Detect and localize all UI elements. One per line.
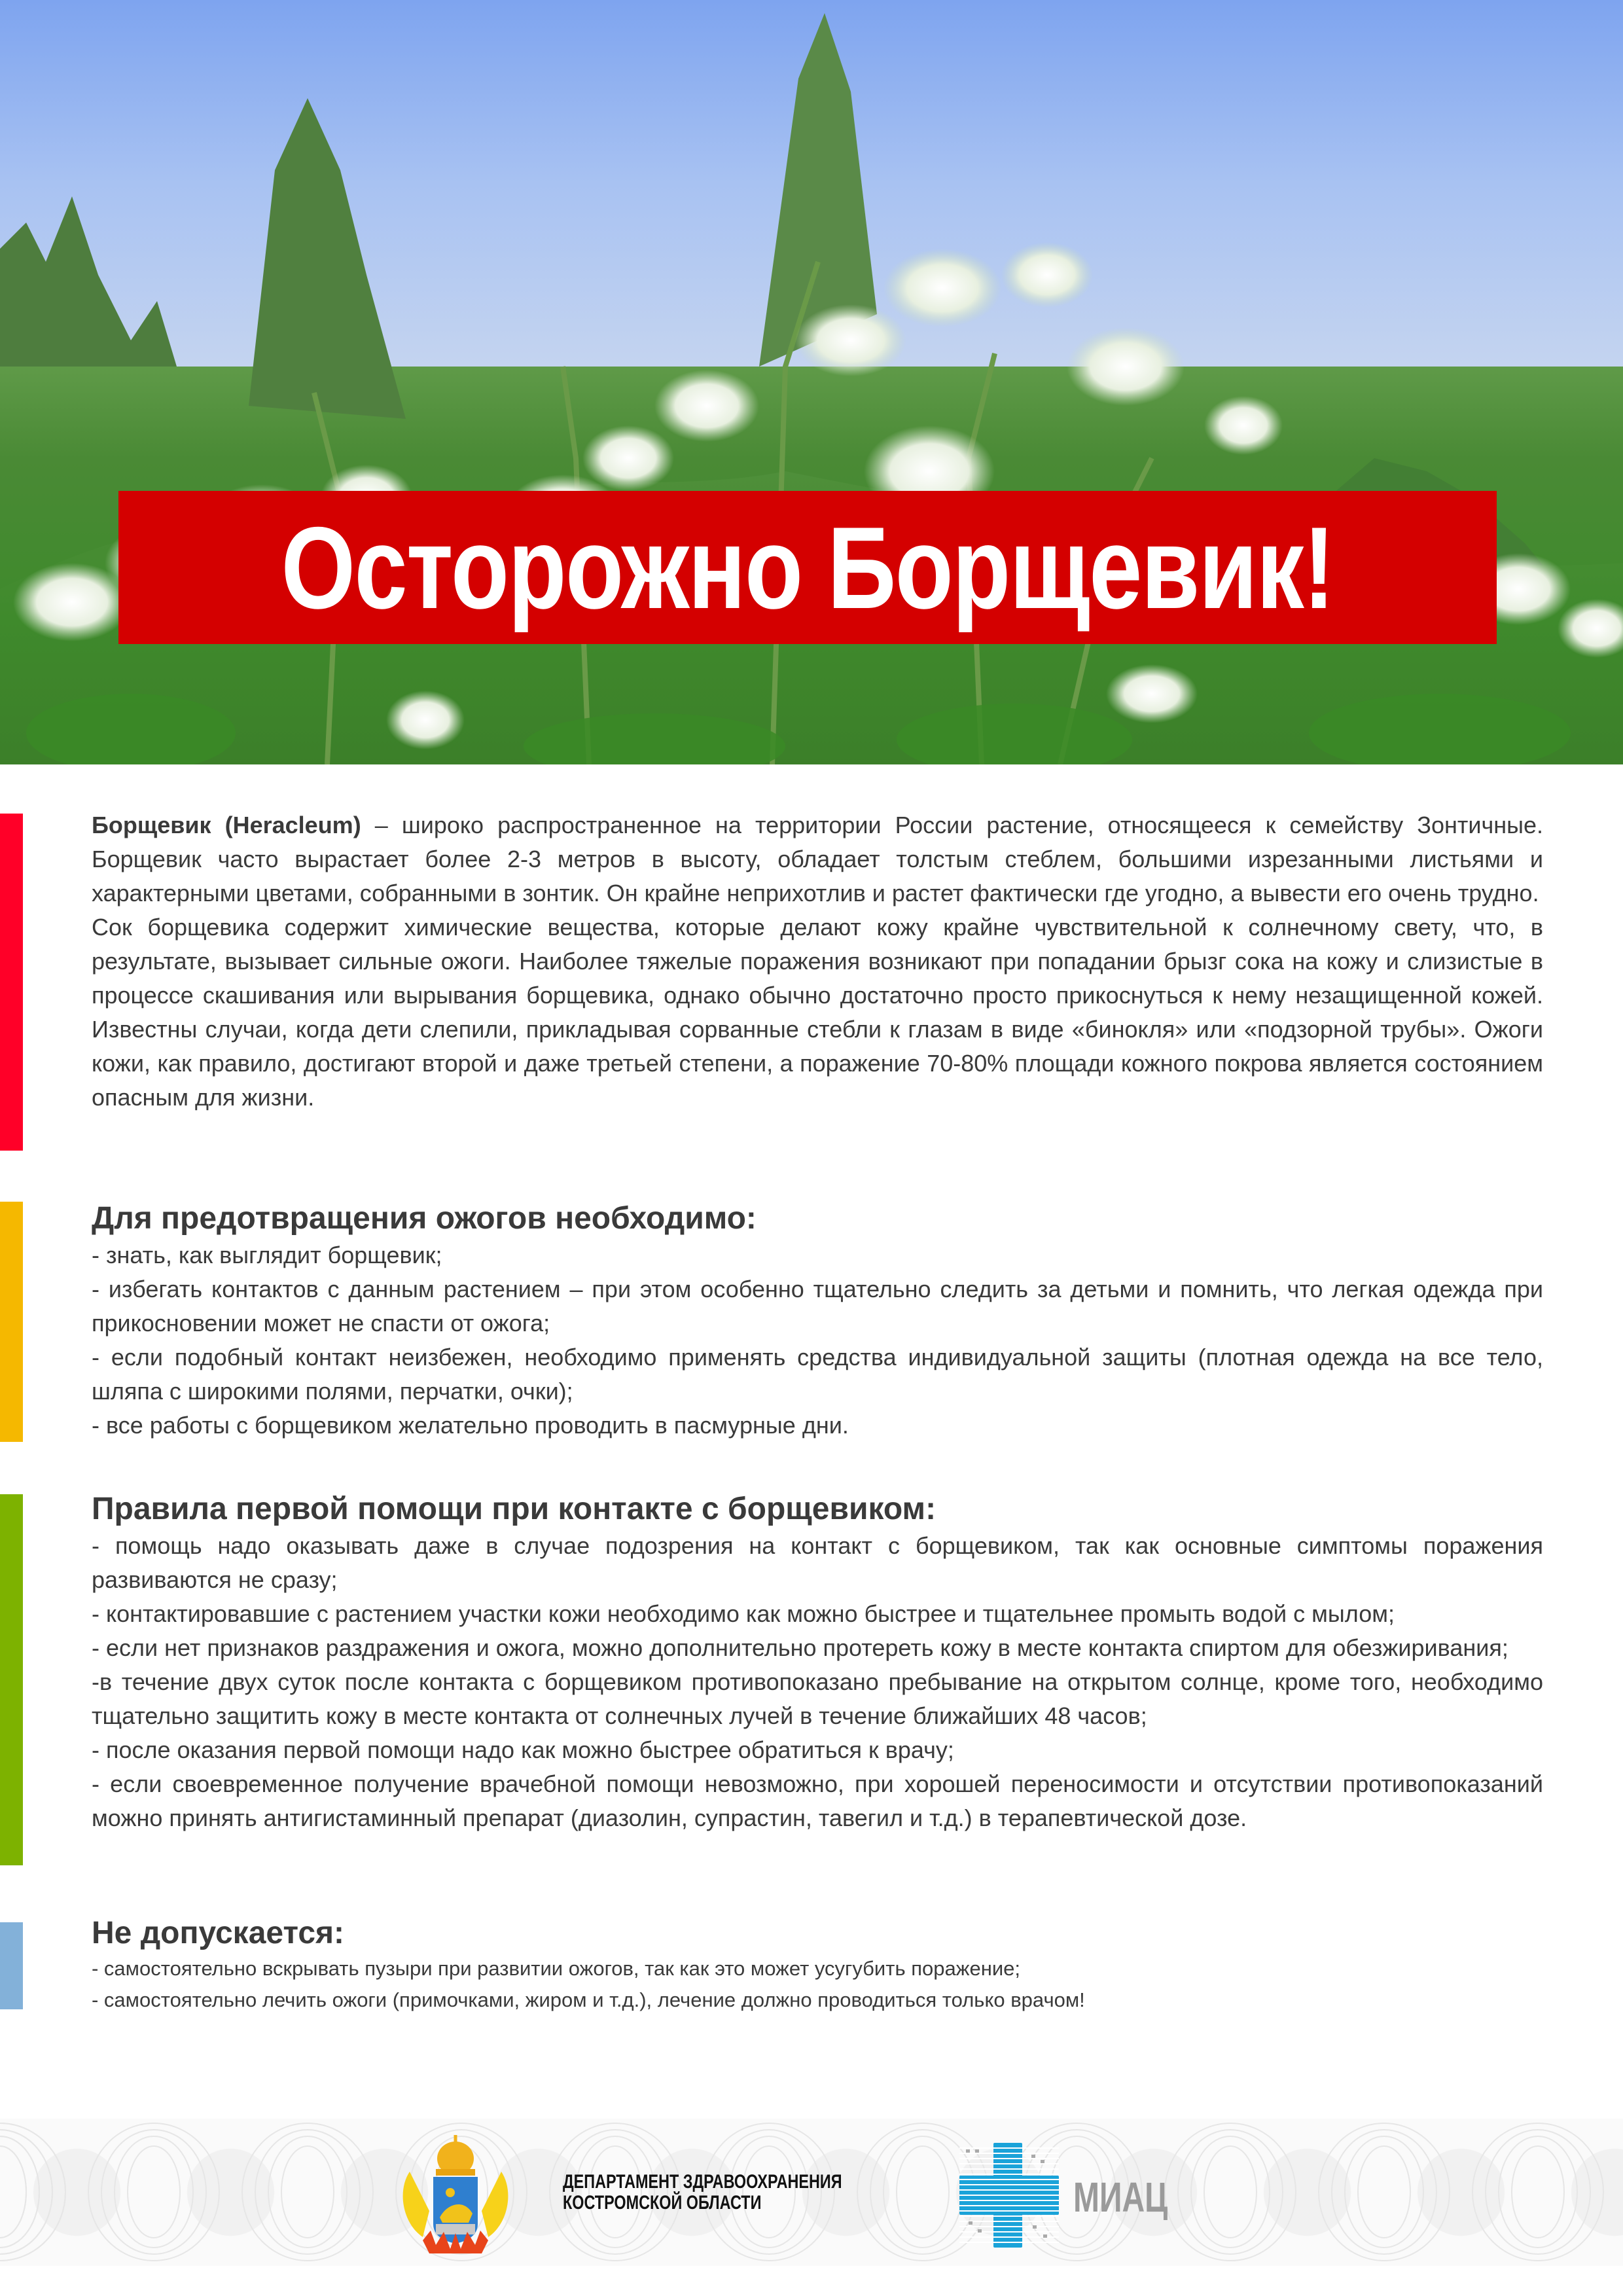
miac-label: МИАЦ: [1073, 2174, 1168, 2221]
list-item: - контактировавшие с растением участки кожи необходимо как можно быстрее и тщательнее промыть водой с мылом;: [92, 1600, 1395, 1627]
intro-paragraph-2: Сок борщевика содержит химические вещества, которые делают кожу крайне чувствительной к солнечному свету, что, в результате, вызывает сильные ожоги. Наиболее тяжелые поражения возникают при попадании брызг сока на кожу и слизистые в процессе скашивания или вырывания борщевика, однако обычно достаточно просто прикоснуться к нему незащищенной кожей. Известны случаи, когда дети слепили, прикладывая сорванные стебли к глазам в виде «бинокля» или «подзорной трубы». Ожоги кожи, как правило, достигают второй и даже третьей степени, а поражение 70-80% площади кожного покрова является состоянием опасным для жизни.: [92, 914, 1543, 1111]
page-title: Осторожно Борщевик!: [281, 502, 1334, 633]
intro-section: [92, 808, 1543, 1115]
section-marker-blue: [0, 1922, 23, 2009]
list-item: - самостоятельно вскрывать пузыри при развитии ожогов, так как это может усугубить поражение;: [92, 1957, 1020, 1980]
list-item: - если подобный контакт неизбежен, необходимо применять средства индивидуальной защиты (плотная одежда на все тело, шляпа с широкими полями, перчатки, очки);: [92, 1344, 1543, 1405]
forbidden-section: [92, 1914, 1543, 2016]
list-item: - знать, как выглядит борщевик;: [92, 1242, 442, 1268]
intro-lead-term: Борщевик (Heracleum): [92, 812, 361, 838]
list-item: - все работы с борщевиком желательно проводить в пасмурные дни.: [92, 1412, 849, 1439]
prevention-heading: Для предотвращения ожогов необходимо:: [92, 1201, 757, 1236]
list-item: - после оказания первой помощи надо как можно быстрее обратиться к врачу;: [92, 1736, 954, 1763]
intro-text-1: – широко распространенное на территории России растение, относящееся к семейству Зонтичные. Борщевик часто вырастает более 2-3 метров в высоту, обладает толстым стеблем, большими изрезанными листьями и характерными цветами, собранными в зонтик. Он крайне неприхотлив и растет фактически где угодно, а вывести его очень трудно.: [92, 812, 1544, 906]
department-name-line-1: ДЕПАРТАМЕНТ ЗДРАВООХРАНЕНИЯ: [563, 2171, 842, 2193]
section-marker-yellow: [0, 1202, 23, 1442]
hero-photo: [0, 0, 1623, 764]
prevention-section: [92, 1199, 1543, 1443]
list-item: - помощь надо оказывать даже в случае подозрения на контакт с борщевиком, так как основные симптомы поражения развиваются не сразу;: [92, 1532, 1543, 1593]
list-item: - если своевременное получение врачебной помощи невозможно, при хорошей переносимости и отсутствии противопоказаний можно принять антигистаминный препарат (диазолин, супрастин, тавегил и т.д.) в терапевтической дозе.: [92, 1770, 1543, 1831]
section-marker-green: [0, 1494, 23, 1865]
list-item: - если нет признаков раздражения и ожога, можно дополнительно протереть кожу в месте контакта спиртом для обезжиривания;: [92, 1634, 1508, 1661]
department-name: [563, 2172, 842, 2214]
list-item: -в течение двух суток после контакта с борщевиком противопоказано пребывание на открытом солнце, кроме того, необходимо тщательно защитить кожу в месте контакта от солнечных лучей в течение ближайших 48 часов;: [92, 1668, 1543, 1729]
intro-paragraph-1: [92, 808, 1543, 910]
first-aid-heading: Правила первой помощи при контакте с борщевиком:: [92, 1492, 936, 1526]
kostroma-coat-of-arms-icon: [390, 2132, 521, 2257]
list-item: - самостоятельно лечить ожоги (примочками, жиром и т.д.), лечение должно проводиться только врачом!: [92, 1988, 1085, 2011]
section-marker-red: [0, 814, 23, 1151]
hogweed-field-illustration: [0, 0, 1623, 764]
list-item: - избегать контактов с данным растением – при этом особенно тщательно следить за детьми и помнить, что легкая одежда при прикосновении может не спасти от ожога;: [92, 1276, 1543, 1336]
forbidden-heading: Не допускается:: [92, 1916, 345, 1950]
department-name-line-2: КОСТРОМСКОЙ ОБЛАСТИ: [563, 2192, 762, 2214]
first-aid-section: [92, 1490, 1543, 1835]
title-banner: [118, 491, 1497, 644]
